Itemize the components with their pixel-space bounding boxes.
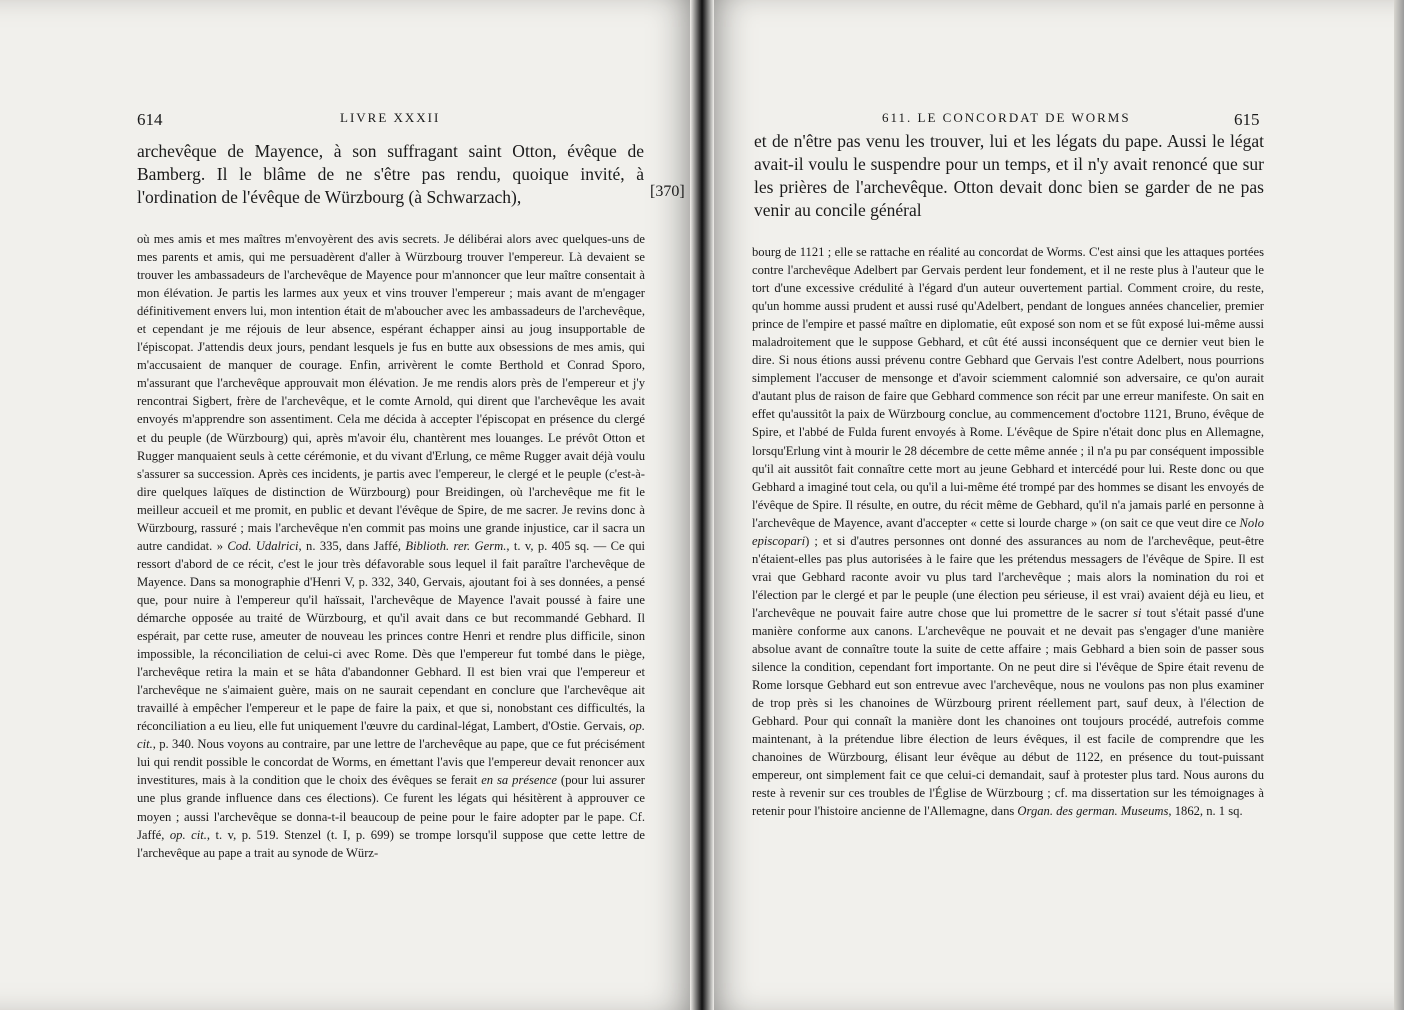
right-page bbox=[702, 0, 1404, 1010]
note-text: , n. 335, dans Jaffé, bbox=[298, 538, 406, 553]
note-emphasis: en sa présence bbox=[481, 773, 557, 788]
right-page-number: 615 bbox=[1234, 110, 1260, 129]
note-text: ) ; et si d'autres personnes ont donné des assurances au nom de l'archevêque, peut-être n'étaient-elles pas plus autorisées à le faire que les prétendus messagers de l'évêque de Spire. Il est vrai que Gebhard raconte avoir vu plus tard l'archevêque ; mais alors la nomination du roi et l'élection par le clergé et par le peuple (une élection peu sérieuse, il est vrai) avaient déjà eu lieu, et l'archevêque ne pouvait faire autre chose que lui promettre de le sacrer bbox=[752, 533, 1264, 620]
note-citation: Cod. Udalrici bbox=[227, 538, 299, 553]
note-text: , p. 340. Nous voyons au contraire, par une lettre de l'archevêque au pape, que ce fut précisément lui qui rendit possible le concordat de Worms, en émettant l'avis que l'empereur devait renoncer aux investitures, mais à la condition que le choix des évêques se ferait bbox=[137, 737, 645, 788]
note-citation: Biblioth. rer. Germ. bbox=[405, 538, 507, 553]
note-citation: Organ. des german. Museums bbox=[1017, 804, 1169, 819]
note-text: , t. v, p. 519. Stenzel (t. I, p. 699) se trompe lorsqu'il suppose que cette lettre de l'archevêque au pape a trait au synode de Würz- bbox=[137, 827, 645, 860]
note-emphasis: si bbox=[1133, 605, 1142, 620]
note-text: , t. v, p. 405 sq. — Ce qui ressort d'abord de ce récit, c'est le jour très défavorable sous lequel il fait paraître l'archevêque de Mayence. Dans sa monographie d'Henri V, p. 332, 340, Gervais, ajoutant foi à ses données, a pensé que, pour nuire à l'empereur qu'il haïssait, l'archevêque de Mayence l'avait poussé à faire une démarche opposée au traité de Würzbourg, et qu'il avait dans ce but recommandé Gebhard. Il espérait, par cette ruse, ameuter de nouveau les princes contre Henri et rendre plus difficile, sinon impossible, la réconciliation de celui-ci avec Rome. Dès que l'empereur fut tombé dans le piège, l'archevêque retira la main et se hâta d'abandonner Gebhard. Il est bien vrai que l'empereur et l'archevêque ne s'aimaient guère, mais on ne saurait cependant en conclure que l'archevêque ait travaillé à empêcher l'empereur et le pape de faire la paix, et que si, nonobstant ces difficultés, la réconciliation a eu lieu, elle fut uniquement l'œuvre du cardinal-légat, Lambert, d'Ostie. Gervais, bbox=[137, 538, 646, 734]
right-footnote bbox=[752, 243, 1264, 821]
note-emphasis: Nolo episcopari bbox=[752, 515, 1264, 548]
left-body-text: archevêque de Mayence, à son suffragant saint Otton, évêque de Bamberg. Il le blâme de ne s'être pas rendu, quoique invité, à l'ordination de l'évêque de Würzbourg (à Schwarzach), bbox=[137, 141, 644, 207]
right-running-head: 611. LE CONCORDAT DE WORMS bbox=[882, 110, 1131, 125]
note-text: , 1862, n. 1 sq. bbox=[1168, 804, 1243, 819]
note-text: où mes amis et mes maîtres m'envoyèrent des avis secrets. Je délibérai alors avec quelques-uns de mes parents et amis, qui me persuadèrent d'aller à Würzbourg trouver l'empereur. Là devaient se trouver les ambassadeurs de l'archevêque de Mayence pour m'annoncer que leur maître consentait à mon élévation. Je partis les larmes aux yeux et vins trouver l'empereur ; mais avant de m'engager définitivement envers lui, mon intention était de m'aboucher avec les ambassadeurs de l'archevêque, et cependant je me réjouis de leur absence, espérant échapper ainsi au joug insupportable de l'épiscopat. J'attendis deux jours, pendant lesquels je fus en butte aux obsessions de mes amis, qui m'accusaient de manquer de courage. Enfin, arrivèrent le comte Berthold et Conrad Sporo, m'assurant que l'archevêque approuvait mon élévation. Je me rendis alors près de l'empereur et j'y rencontrai Sigbert, frère de l'archevêque, et le comte Arnold, qui dirent que l'archevêque les avait envoyés m'apprendre son assentiment. Cela me décida à accepter l'épiscopat en présence du clergé et du peuple (de Würzbourg) qui, après m'avoir élu, chantèrent mes louanges. Le prévôt Otton et Rugger manquaient seuls à cette cérémonie, et du vivant d'Erlung, ce même Rugger avait déjà voulu s'assurer sa succession. Après ces incidents, je partis avec l'empereur, le clergé et le peuple (c'est-à-dire quelques laïques de distinction de Würzbourg) pour Breidingen, où l'archevêque me fit le meilleur accueil et me promit, en public et devant l'évêque de Spire, de me sacrer. Je revins donc à Würzbourg, rassuré ; mais l'archevêque n'en commit pas moins une grande injustice, car il sacra un autre candidat. » bbox=[137, 232, 645, 553]
note-text: (pour lui assurer une plus grande influence dans ces élections). Ce furent les légats qui hésitèrent à approuver ce moyen ; aussi l'archevêque se donna-t-il beaucoup de peine pour le faire adopter par le pape. Cf. Jaffé, bbox=[137, 773, 646, 842]
note-text: tout s'était passé d'une manière conforme aux canons. L'archevêque ne pouvait et ne devait pas s'engager d'une manière absolue avant de connaître toute la suite de cette affaire ; mais Gebhard a bien soin de passer sous silence la condition, cependant fort importante. On ne peut dire si l'évêque de Spire était revenu de Rome lorsque Gebhard eut son entrevue avec l'archevêque, nous ne voulons pas non plus examiner de trop près si les chanoines de Würzbourg prirent réellement part, sauf deux, à l'élection de Gebhard. Pour qui connaît la manière dont les chanoines ont toujours procédé, autrefois comme maintenant, à la prétendue libre élection de leurs évêques, il est facile de comprendre que les chanoines de Würzbourg, élisant leur évêque au début de 1122, en présence du tout-puissant empereur, ont simplement fait ce que celui-ci demandait, sauf à protester plus tard. Nous aurons du reste à revenir sur ces troubles de l'Église de Würzbourg ; cf. ma dissertation sur les témoignages à retenir pour l'histoire ancienne de l'Allemagne, dans bbox=[752, 605, 1264, 819]
page-edge bbox=[1394, 0, 1404, 1010]
left-footnote bbox=[137, 230, 645, 862]
margin-reference: [370] bbox=[650, 183, 685, 200]
note-citation: op. cit. bbox=[137, 719, 645, 752]
note-text: bourg de 1121 ; elle se rattache en réalité au concordat de Worms. C'est ainsi que les attaques portées contre l'archevêque Adelbert par Gervais perdent leur fondement, et il ne reste plus à l'auteur que le tort d'une excessive crédulité à l'égard d'un auteur ouvertement partial. Comment croire, du reste, qu'un homme aussi prudent et aussi rusé qu'Adelbert, pendant de longues années chancelier, premier prince de l'empire et passé maître en diplomatie, eût exposé son nom et se fût exposé lui-même aussi maladroitement que le suppose Gebhard, et cût été aussi inconséquent que ce dernier veut bien le dire. Si nous étions aussi prévenu contre Gebhard que Gervais l'est contre Adelbert, nous pourrions simplement l'accuser de mensonge et d'avoir sciemment calomnié son adversaire, ce qu'on aurait d'autant plus de raison de faire que Gebhard commence son récit par une erreur manifeste. On sait en effet qu'aussitôt la paix de Würzbourg conclue, au commencement d'octobre 1121, Bruno, évêque de Spire, et l'abbé de Fulda furent envoyés à Rome. L'évêque de Spire n'était donc plus en Allemagne, lorsqu'Erlung vint à mourir le 28 décembre de cette même année ; il n'a pu par conséquent impossible qu'il ait aussitôt fait connaître cette mort au jeune Gebhard et intercédé pour lui. Reste donc ou que Gebhard a imaginé tout cela, ou qu'il a lui-même été trompé par des hommes se disant les envoyés de l'évêque de Spire. Il résulte, en outre, du récit même de Gebhard, qu'il n'a jamais parlé en personne à l'archevêque de Mayence, avant d'accepter « cette si lourde charge » (on sait ce que veut dire ce bbox=[752, 245, 1264, 530]
note-citation: op. cit. bbox=[169, 827, 207, 842]
left-running-head: LIVRE XXXII bbox=[340, 110, 441, 125]
left-page-number: 614 bbox=[137, 110, 163, 129]
book-gutter bbox=[690, 0, 714, 1010]
right-body-text: et de n'être pas venu les trouver, lui et les légats du pape. Aussi le légat avait-il voulu le suspendre pour un temps, et il n'y avait renoncé que sur les prières de l'archevêque. Otton devait donc bien se garder de ne pas venir au concile général bbox=[754, 131, 1264, 220]
